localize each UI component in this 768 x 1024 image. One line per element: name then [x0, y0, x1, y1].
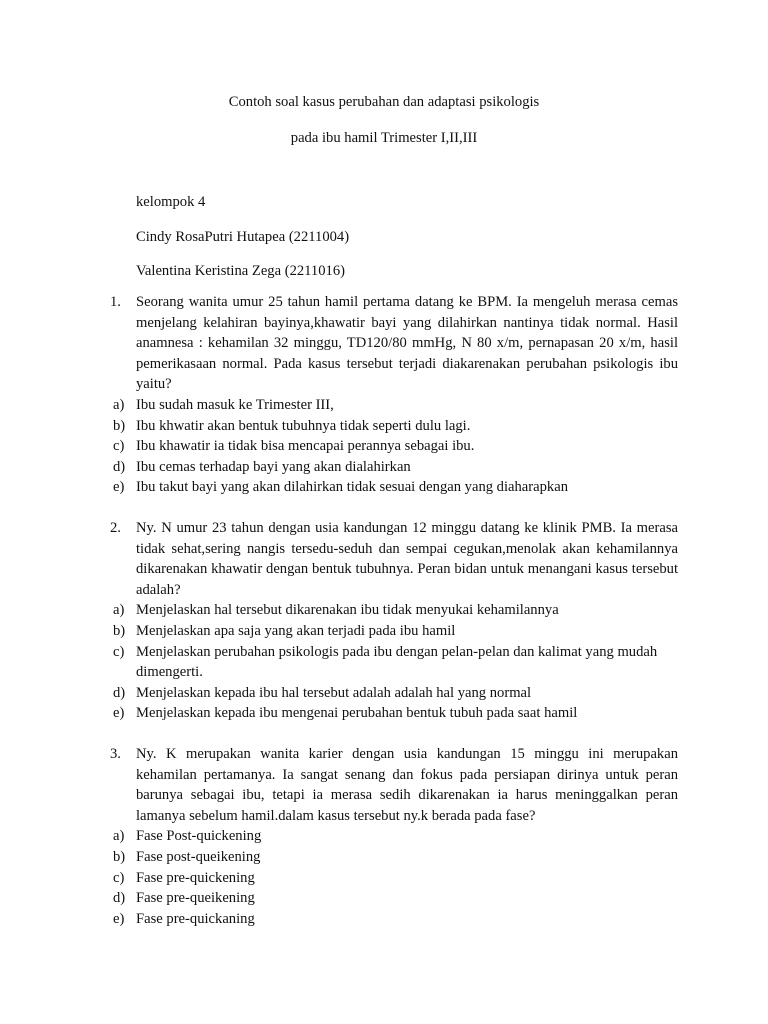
answer-option-b: [110, 416, 678, 437]
answer-option-c: [110, 642, 678, 683]
option-letter: e): [113, 910, 125, 927]
answer-option-a: [110, 395, 678, 416]
answer-options: [110, 600, 678, 724]
option-text: Fase post-queikening: [136, 848, 261, 865]
option-text: Fase pre-quickaning: [136, 910, 255, 927]
answer-option-a: [110, 600, 678, 621]
answer-option-e: [110, 477, 678, 498]
option-text: Menjelaskan apa saja yang akan terjadi pada ibu hamil: [136, 622, 456, 639]
question-number: 3.: [110, 746, 121, 762]
option-text: Menjelaskan hal tersebut dikarenakan ibu tidak menyukai kehamilannya: [136, 602, 559, 619]
option-text: Fase Post-quickening: [136, 828, 262, 845]
document-title-line1: Contoh soal kasus perubahan dan adaptasi psikologis: [228, 94, 540, 110]
answer-option-b: [110, 847, 678, 868]
option-letter: c): [113, 643, 125, 660]
group-member-1: Cindy RosaPutri Hutapea (2211004): [136, 229, 350, 245]
option-text: Ibu khwatir akan bentuk tubuhnya tidak seperti dulu lagi.: [136, 417, 471, 434]
group-label: kelompok 4: [136, 194, 206, 210]
option-text: Ibu sudah masuk ke Trimester III,: [136, 396, 334, 413]
answer-option-a: [110, 826, 678, 847]
question-text: Ny. K merupakan wanita karier dengan usia kandungan 15 minggu ini merupakan kehamilan pertamanya. Ia sangat senang dan fokus pada persiapan dirinya untuk peran barunya sebagai ibu, tetapi ia merasa sedih dikarenakan ia harus meninggalkan peran lamanya sebelum hamil.dalam kasus tersebut ny.k berada pada fase?: [136, 746, 678, 824]
option-letter: d): [113, 684, 126, 701]
answer-option-d: [110, 457, 678, 478]
option-text: Menjelaskan kepada ibu hal tersebut adalah adalah hal yang normal: [136, 684, 532, 701]
group-member-2: Valentina Keristina Zega (2211016): [136, 263, 345, 279]
question-text: Seorang wanita umur 25 tahun hamil pertama datang ke BPM. Ia mengeluh merasa cemas menjelang kelahiran bayinya,khawatir bayi yang dilahirkan nantinya tidak normal. Hasil anamnesa : kehamilan 32 minggu, TD120/80 mmHg, N 80 x/m, pernapasan 20 x/m, hasil pemerikasaan normal. Pada kasus tersebut terjadi diakarenakan perubahan psikologis ibu yaitu?: [136, 294, 678, 393]
document-title-line2: pada ibu hamil Trimester I,II,III: [290, 130, 478, 146]
answer-option-c: [110, 868, 678, 889]
option-letter: e): [113, 479, 125, 496]
option-text: Ibu khawatir ia tidak bisa mencapai perannya sebagai ibu.: [136, 438, 475, 455]
option-text: Menjelaskan kepada ibu mengenai perubahan bentuk tubuh pada saat hamil: [136, 705, 578, 722]
answer-option-e: [110, 703, 678, 724]
option-letter: a): [113, 828, 125, 845]
answer-option-d: [110, 683, 678, 704]
answer-option-b: [110, 621, 678, 642]
option-text: Fase pre-quickening: [136, 869, 255, 886]
question-text: Ny. N umur 23 tahun dengan usia kandungan 12 minggu datang ke klinik PMB. Ia merasa tidak sehat,sering nangis tersedu-seduh dan sempai cegukan,menolak akan kehamilannya dikarenakan khawatir dengan bentuk tubuhnya. Peran bidan untuk menangani kasus tersebut adalah?: [136, 520, 678, 598]
answer-options: [110, 395, 678, 498]
answer-option-e: [110, 909, 678, 930]
answer-option-c: [110, 436, 678, 457]
option-letter: b): [113, 622, 126, 639]
option-letter: c): [113, 438, 125, 455]
option-letter: a): [113, 602, 125, 619]
answer-option-d: [110, 888, 678, 909]
option-text: Fase pre-queikening: [136, 890, 255, 907]
question-number: 2.: [110, 520, 121, 536]
option-letter: d): [113, 890, 126, 907]
option-text: Ibu takut bayi yang akan dilahirkan tidak sesuai dengan yang diaharapkan: [136, 479, 568, 496]
question-1: [110, 292, 678, 498]
option-text: Menjelaskan perubahan psikologis pada ibu dengan pelan-pelan dan kalimat yang mudah dimengerti.: [136, 643, 658, 681]
option-text: Ibu cemas terhadap bayi yang akan dialahirkan: [136, 458, 411, 475]
question-2: [110, 518, 678, 724]
question-3: [110, 744, 678, 929]
question-number: 1.: [110, 294, 121, 310]
option-letter: e): [113, 705, 125, 722]
answer-options: [110, 826, 678, 929]
option-letter: c): [113, 869, 125, 886]
option-letter: b): [113, 417, 126, 434]
option-letter: d): [113, 458, 126, 475]
option-letter: a): [113, 396, 125, 413]
option-letter: b): [113, 848, 126, 865]
